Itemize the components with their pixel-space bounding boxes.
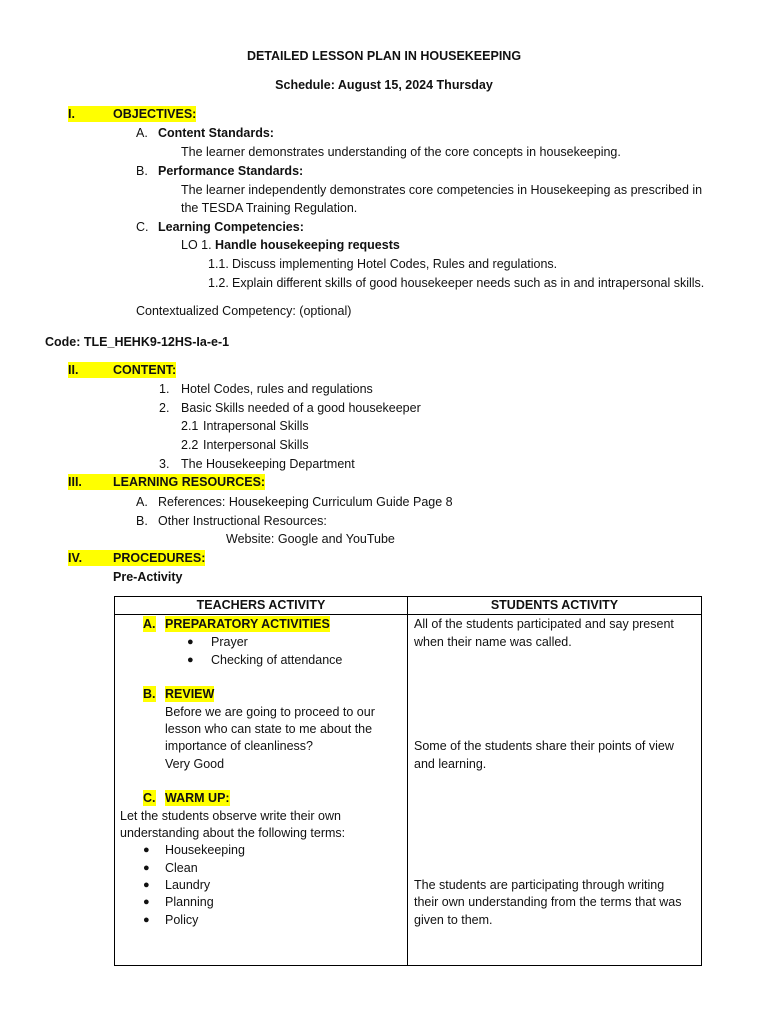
objective-c-letter: C. <box>136 220 149 234</box>
lo-prefix: LO 1. <box>181 238 216 252</box>
warmup-letter: C. <box>143 791 156 805</box>
warmup-title: WARM UP: <box>165 791 230 805</box>
warmup-term: Clean <box>165 861 198 875</box>
content-item-num: 2. <box>159 401 170 415</box>
competency-item-num: 1.2. <box>208 276 229 290</box>
objectives-number: I. <box>68 107 75 121</box>
review-title: REVIEW <box>165 687 215 701</box>
bullet-icon: ● <box>143 914 150 926</box>
resource-a-text: References: Housekeeping Curriculum Guide Page 8 <box>158 495 453 509</box>
procedures-number: IV. <box>68 551 83 565</box>
competency-item-num: 1.1. <box>208 257 229 271</box>
bullet-icon: ● <box>143 844 150 856</box>
pre-activity-label: Pre-Activity <box>113 570 183 584</box>
warmup-term: Laundry <box>165 878 211 892</box>
resource-b-text: Other Instructional Resources: <box>158 514 327 528</box>
resources-heading: LEARNING RESOURCES: <box>113 475 266 489</box>
prep-bullet-item: Prayer <box>211 635 248 649</box>
activity-table <box>114 596 702 966</box>
review-line: lesson who can state to me about the <box>165 722 373 736</box>
competency-item-text: Explain different skills of good housekeeper needs such as in and intrapersonal skills. <box>232 276 705 290</box>
resource-website: Website: Google and YouTube <box>226 532 395 546</box>
objective-b-title: Performance Standards: <box>158 164 304 178</box>
students-response-line: All of the students participated and say present <box>414 617 674 631</box>
content-item-text: Hotel Codes, rules and regulations <box>181 382 373 396</box>
students-response-line: and learning. <box>414 757 487 771</box>
warmup-term: Policy <box>165 913 199 927</box>
review-line: Very Good <box>165 757 225 771</box>
students-response-line: when their name was called. <box>414 635 572 649</box>
table-header-row <box>115 597 702 615</box>
students-response-line: The students are participating through writing <box>414 878 665 892</box>
content-item-num: 1. <box>159 382 170 396</box>
content-heading: CONTENT: <box>113 363 177 377</box>
content-number: II. <box>68 363 79 377</box>
objective-b-text-line1: The learner independently demonstrates core competencies in Housekeeping as prescribed in <box>181 183 703 197</box>
content-item-text: Basic Skills needed of a good housekeeper <box>181 401 421 415</box>
bullet-icon: ● <box>187 636 194 648</box>
teachers-activity-cell <box>115 615 408 966</box>
students-response-line: their own understanding from the terms that was <box>414 895 682 909</box>
resource-b-letter: B. <box>136 514 148 528</box>
bullet-icon: ● <box>143 862 150 874</box>
learning-outcome <box>181 237 400 253</box>
resource-a-letter: A. <box>136 495 148 509</box>
warmup-line: Let the students observe write their own <box>120 809 341 823</box>
objective-c-title: Learning Competencies: <box>158 220 304 234</box>
content-subitem-num: 2.2 <box>181 438 199 452</box>
lo-title: Handle housekeeping requests <box>215 238 400 252</box>
warmup-term: Planning <box>165 895 214 909</box>
students-activity-header: STUDENTS ACTIVITY <box>408 597 702 615</box>
competency-code: Code: TLE_HEHK9-12HS-Ia-e-1 <box>45 335 230 349</box>
bullet-icon: ● <box>143 896 150 908</box>
prep-bullet-item: Checking of attendance <box>211 653 343 667</box>
content-subitem-text: Interpersonal Skills <box>203 438 309 452</box>
bullet-icon: ● <box>187 654 194 666</box>
students-response-line: Some of the students share their points of view <box>414 739 674 753</box>
objective-b-text-line2: the TESDA Training Regulation. <box>181 201 358 215</box>
objectives-heading: OBJECTIVES: <box>113 107 197 121</box>
objective-b-letter: B. <box>136 164 148 178</box>
content-item-text: The Housekeeping Department <box>181 457 355 471</box>
resources-number: III. <box>68 475 82 489</box>
prep-title: PREPARATORY ACTIVITIES <box>165 617 330 631</box>
warmup-line: understanding about the following terms: <box>120 826 346 840</box>
document-title: DETAILED LESSON PLAN IN HOUSEKEEPING <box>246 49 522 63</box>
review-line: Before we are going to proceed to our <box>165 705 375 719</box>
content-subitem-text: Intrapersonal Skills <box>203 419 309 433</box>
content-item-num: 3. <box>159 457 170 471</box>
objective-a-letter: A. <box>136 126 148 140</box>
content-subitem-num: 2.1 <box>181 419 199 433</box>
students-response-line: given to them. <box>414 913 493 927</box>
review-letter: B. <box>143 687 156 701</box>
students-activity-cell <box>408 615 702 966</box>
contextualized-competency: Contextualized Competency: (optional) <box>136 304 352 318</box>
procedures-heading: PROCEDURES: <box>113 551 206 565</box>
schedule: Schedule: August 15, 2024 Thursday <box>275 78 493 92</box>
table-row <box>115 615 702 966</box>
objective-a-text: The learner demonstrates understanding of the core concepts in housekeeping. <box>181 145 621 159</box>
objective-a-title: Content Standards: <box>158 126 274 140</box>
review-line: importance of cleanliness? <box>165 739 313 753</box>
competency-item-text: Discuss implementing Hotel Codes, Rules and regulations. <box>232 257 558 271</box>
bullet-icon: ● <box>143 879 150 891</box>
teachers-activity-header: TEACHERS ACTIVITY <box>115 597 408 615</box>
prep-letter: A. <box>143 617 156 631</box>
warmup-term: Housekeeping <box>165 843 245 857</box>
